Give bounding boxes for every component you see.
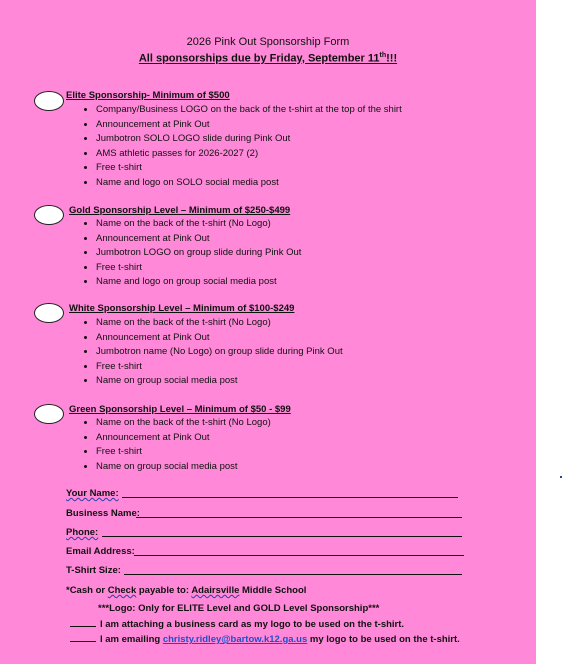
- white-title: White Sponsorship Level – Minimum of $100-$249: [69, 303, 295, 314]
- list-item: • Announcement at Pink Out: [96, 331, 343, 346]
- attach-text: I am attaching a business card as my logo to be used on the t-shirt.: [100, 619, 405, 630]
- list-item: • Jumbotron LOGO on group slide during Pink Out: [96, 246, 301, 261]
- contact-email-link[interactable]: christy.ridley@bartow.k12.ga.us: [162, 634, 308, 645]
- phone-line: [102, 536, 462, 537]
- list-item: • Free t-shirt: [96, 161, 402, 176]
- list-item: • Name and logo on group social media post: [96, 275, 301, 290]
- gold-select-oval[interactable]: [34, 205, 64, 225]
- list-item: • Jumbotron SOLO LOGO slide during Pink Out: [96, 132, 402, 147]
- logo-note: ***Logo: Only for ELITE Level and GOLD Level Sponsorship***: [98, 603, 380, 614]
- form-title: 2026 Pink Out Sponsorship Form: [186, 36, 350, 48]
- list-item: • Free t-shirt: [96, 261, 301, 276]
- phone-label: Phone:: [66, 527, 99, 538]
- green-benefits: [78, 416, 271, 474]
- white-benefits: [78, 316, 343, 389]
- elite-benefits: [78, 103, 402, 190]
- your-name-line: [122, 497, 458, 498]
- list-item: • Announcement at Pink Out: [96, 232, 301, 247]
- email-label: Email Address:: [66, 546, 135, 557]
- list-item: • Name on the back of the t-shirt (No Logo): [96, 416, 271, 431]
- elite-select-oval[interactable]: [34, 91, 64, 111]
- list-item: • Free t-shirt: [96, 360, 343, 375]
- list-item: • Name on group social media post: [96, 374, 343, 389]
- payment-instructions: *Cash or Check payable to: Adairsville Middle School: [66, 585, 307, 596]
- white-select-oval[interactable]: [34, 303, 64, 323]
- tshirt-size-field[interactable]: [66, 565, 121, 576]
- business-name-field[interactable]: [66, 508, 140, 519]
- phone-field[interactable]: [66, 527, 98, 538]
- due-date-notice: All sponsorships due by Friday, September 11th!!!: [138, 52, 398, 65]
- list-item: • Announcement at Pink Out: [96, 118, 402, 133]
- list-item: • Name on group social media post: [96, 460, 271, 475]
- business-name-label: Business Name:: [66, 508, 140, 519]
- email-field[interactable]: [66, 546, 135, 557]
- list-item: • Company/Business LOGO on the back of the t-shirt at the top of the shirt: [96, 103, 402, 118]
- elite-title: Elite Sponsorship- Minimum of $500: [66, 90, 230, 101]
- list-item: • Name on the back of the t-shirt (No Logo): [96, 316, 343, 331]
- email-line: [134, 555, 464, 556]
- list-item: • Free t-shirt: [96, 445, 271, 460]
- attach-option[interactable]: [70, 617, 404, 630]
- tshirt-size-label: T-Shirt Size:: [66, 565, 121, 576]
- email-option[interactable]: I am emailing christy.ridley@bartow.k12.ga.us my logo to be used on the t-shirt.: [70, 632, 460, 645]
- list-item: • Name and logo on SOLO social media post: [96, 176, 402, 191]
- green-select-oval[interactable]: [34, 404, 64, 424]
- tshirt-size-line: [124, 574, 462, 575]
- list-item: • AMS athletic passes for 2026-2027 (2): [96, 147, 402, 162]
- attach-blank[interactable]: [70, 617, 96, 627]
- email-blank[interactable]: [70, 632, 96, 642]
- list-item: • Name on the back of the t-shirt (No Logo): [96, 217, 301, 232]
- your-name-field[interactable]: [66, 488, 119, 499]
- gold-benefits: [78, 217, 301, 290]
- list-item: • Announcement at Pink Out: [96, 431, 271, 446]
- margin-dot: [560, 476, 562, 478]
- your-name-label: Your Name:: [66, 488, 119, 499]
- gold-title: Gold Sponsorship Level – Minimum of $250-$499: [69, 205, 291, 216]
- green-title: Green Sponsorship Level – Minimum of $50 - $99: [69, 404, 291, 415]
- list-item: • Jumbotron name (No Logo) on group slide during Pink Out: [96, 345, 343, 360]
- business-name-line: [136, 517, 462, 518]
